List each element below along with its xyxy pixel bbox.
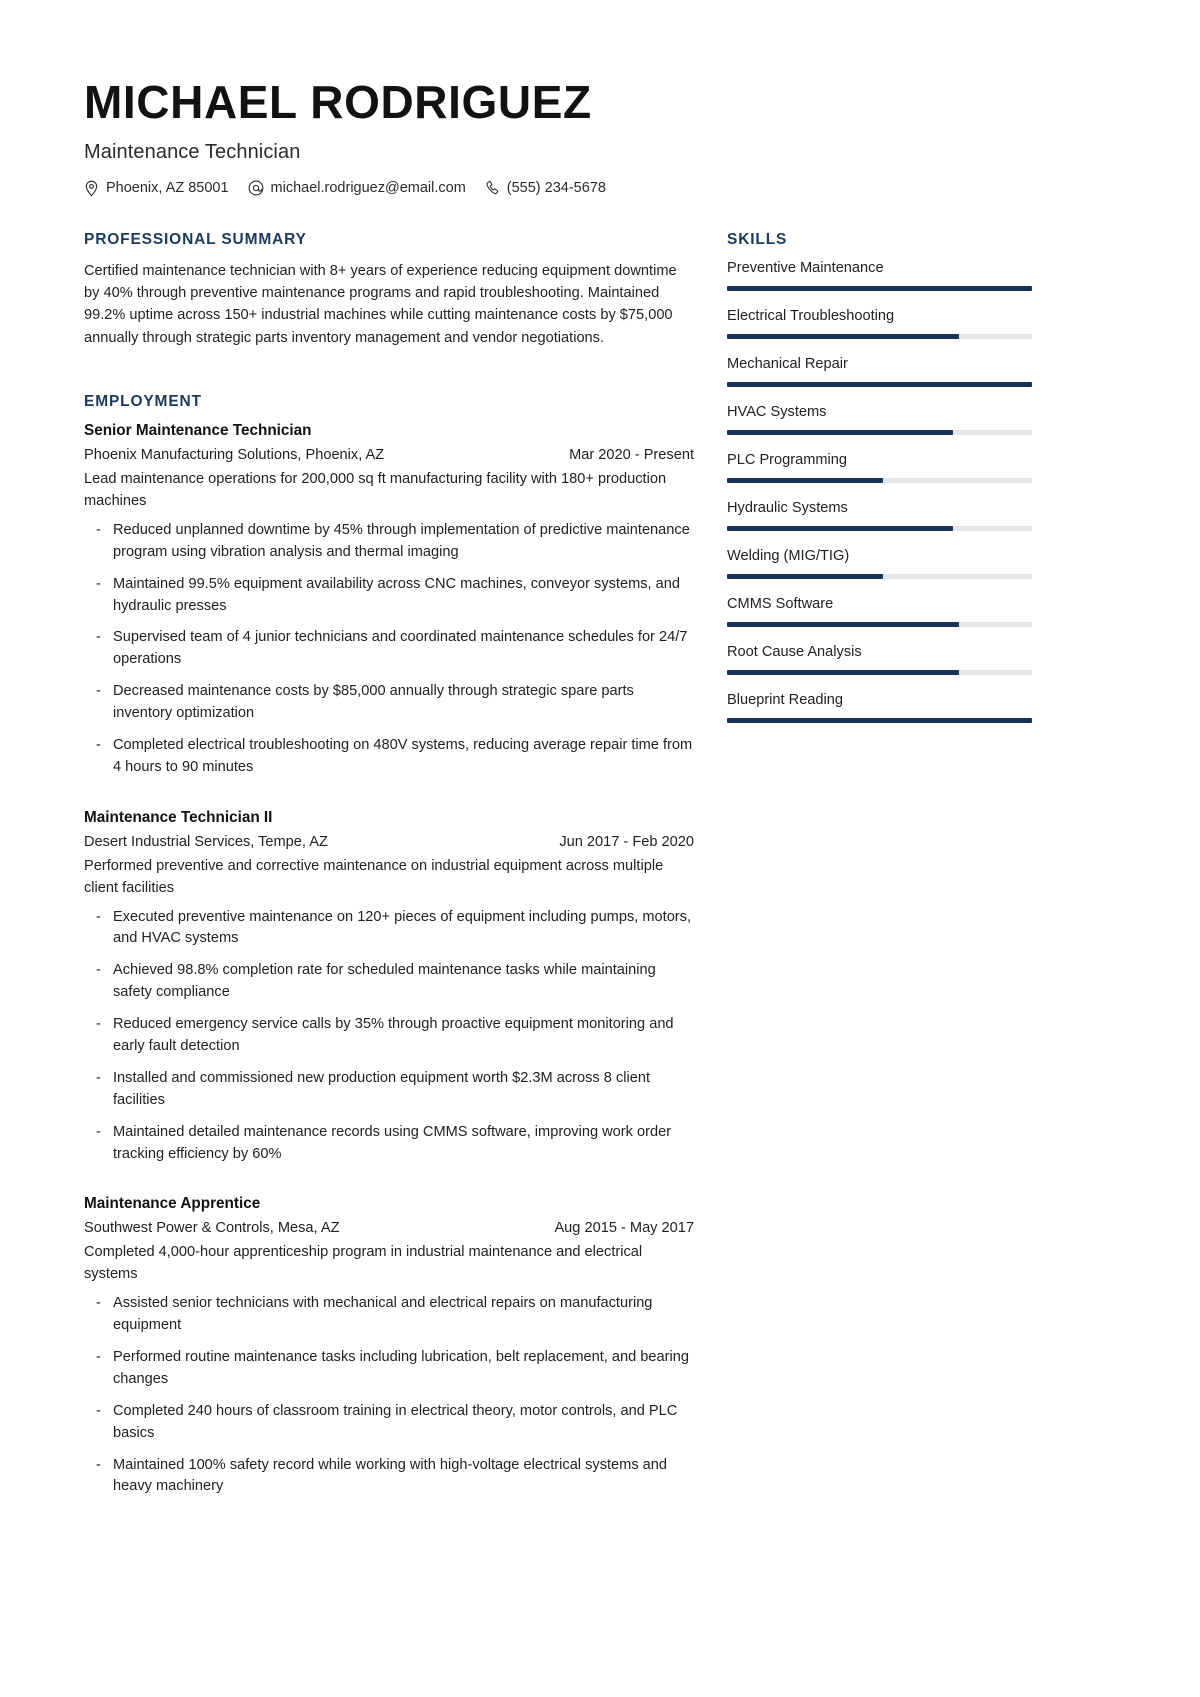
main-column: [84, 231, 694, 1499]
skill-bar-fill: [727, 526, 953, 531]
job-dates: Mar 2020 - Present: [569, 447, 694, 464]
summary-section-title: PROFESSIONAL SUMMARY: [84, 230, 307, 248]
skill-item: [727, 260, 1032, 291]
resume-header: [84, 78, 1116, 197]
skill-name: CMMS Software: [727, 595, 834, 612]
skill-bar-fill: [727, 334, 959, 339]
summary-text: Certified maintenance technician with 8+ years of experience reducing equipment downtime by 40% through preventive maintenance programs and rapid troubleshooting. Maintained 99.2% uptime across 150+ industrial machines while cutting maintenance costs by $75,000 annually through strategic parts inventory management and vendor negotiations.: [84, 262, 677, 346]
job-bullet: - Completed electrical troubleshooting on 480V systems, reducing average repair time from 4 hours to 90 minutes: [84, 735, 694, 779]
skill-bar-track: [727, 622, 1032, 627]
job-role: Maintenance Apprentice: [84, 1195, 261, 1213]
job-company: Phoenix Manufacturing Solutions, Phoenix, AZ: [84, 447, 385, 464]
section-skills: [727, 231, 1032, 723]
job-company: Southwest Power & Controls, Mesa, AZ: [84, 1220, 340, 1237]
skill-bar-track: [727, 430, 1032, 435]
job-company: Desert Industrial Services, Tempe, AZ: [84, 833, 328, 850]
job-bullet: - Assisted senior technicians with mechanical and electrical repairs on manufacturing equipment: [84, 1293, 694, 1337]
job-bullet: - Executed preventive maintenance on 120+ pieces of equipment including pumps, motors, and HVAC systems: [84, 907, 694, 951]
skill-name: HVAC Systems: [727, 403, 827, 420]
job-bullet: - Maintained 99.5% equipment availability across CNC machines, conveyor systems, and hydraulic presses: [84, 574, 694, 618]
candidate-job-title: Maintenance Technician: [84, 140, 301, 163]
employment-entry: [84, 809, 694, 1166]
job-bullet: - Reduced emergency service calls by 35% through proactive equipment monitoring and early fault detection: [84, 1014, 694, 1058]
employment-entry: [84, 1195, 694, 1498]
contact-phone-text: (555) 234-5678: [506, 180, 606, 197]
job-description: Performed preventive and corrective maintenance on industrial equipment across multiple client facilities: [84, 857, 664, 896]
skill-bar-fill: [727, 478, 883, 483]
location-pin-icon: [84, 180, 99, 197]
job-bullet: - Reduced unplanned downtime by 45% through implementation of predictive maintenance program using vibration analysis and thermal imaging: [84, 520, 694, 564]
job-bullet-list: [84, 520, 694, 779]
skill-name: PLC Programming: [727, 451, 848, 468]
skill-item: [727, 500, 1032, 531]
skill-bar-fill: [727, 286, 1032, 291]
employment-entry: [84, 422, 694, 779]
candidate-name: MICHAEL RODRIGUEZ: [84, 76, 592, 128]
skill-item: [727, 308, 1032, 339]
skill-bar-track: [727, 382, 1032, 387]
skill-bar-track: [727, 334, 1032, 339]
employment-section-title: EMPLOYMENT: [84, 393, 202, 411]
contact-location: [84, 180, 229, 197]
email-at-icon: [248, 180, 264, 196]
contact-row: [84, 180, 1116, 197]
contact-location-text: Phoenix, AZ 85001: [106, 180, 229, 197]
job-bullet: - Decreased maintenance costs by $85,000 annually through strategic spare parts inventory optimization: [84, 681, 694, 725]
job-dates: Aug 2015 - May 2017: [554, 1220, 694, 1237]
job-description: Lead maintenance operations for 200,000 sq ft manufacturing facility with 180+ production machines: [84, 471, 667, 509]
skill-item: [727, 596, 1032, 627]
skill-item: [727, 356, 1032, 387]
resume-body: [84, 231, 1116, 1499]
job-meta: [84, 447, 694, 463]
skill-bar-fill: [727, 574, 883, 579]
skill-item: [727, 404, 1032, 435]
skill-name: Welding (MIG/TIG): [727, 547, 850, 564]
job-bullet-list: [84, 1293, 694, 1498]
skill-bar-fill: [727, 382, 1032, 387]
job-bullet: - Maintained detailed maintenance records using CMMS software, improving work order tracking efficiency by 60%: [84, 1122, 694, 1166]
contact-email-text: michael.rodriguez@email.com: [270, 180, 466, 197]
skill-name: Mechanical Repair: [727, 355, 848, 372]
skill-item: [727, 452, 1032, 483]
job-bullet: - Completed 240 hours of classroom training in electrical theory, motor controls, and PLC basics: [84, 1401, 694, 1445]
job-bullet: - Installed and commissioned new production equipment worth $2.3M across 8 client facilities: [84, 1068, 694, 1112]
skill-name: Preventive Maintenance: [727, 259, 884, 276]
skill-bar-fill: [727, 670, 959, 675]
job-bullet: - Supervised team of 4 junior technicians and coordinated maintenance schedules for 24/7 operations: [84, 627, 694, 671]
job-bullet: - Performed routine maintenance tasks including lubrication, belt replacement, and bearing changes: [84, 1347, 694, 1391]
skill-item: [727, 692, 1032, 723]
job-role: Maintenance Technician II: [84, 808, 273, 826]
skill-bar-track: [727, 670, 1032, 675]
contact-email: [248, 180, 466, 196]
skill-bar-track: [727, 526, 1032, 531]
skills-list: [727, 260, 1032, 723]
contact-phone: [485, 180, 606, 196]
job-bullet: - Maintained 100% safety record while working with high-voltage electrical systems and heavy machinery: [84, 1455, 694, 1499]
job-bullet-list: [84, 907, 694, 1166]
skill-bar-track: [727, 574, 1032, 579]
skill-bar-track: [727, 286, 1032, 291]
phone-icon: [485, 180, 500, 196]
skill-bar-track: [727, 718, 1032, 723]
skill-bar-fill: [727, 718, 1032, 723]
skill-bar-fill: [727, 430, 953, 435]
skills-column: [727, 231, 1032, 740]
job-role: Senior Maintenance Technician: [84, 422, 312, 440]
job-meta: [84, 834, 694, 850]
section-employment: [84, 393, 694, 1498]
job-bullet: - Achieved 98.8% completion rate for scheduled maintenance tasks while maintaining safety compliance: [84, 960, 694, 1004]
skill-name: Hydraulic Systems: [727, 499, 848, 516]
skills-section-title: SKILLS: [727, 230, 788, 248]
skill-name: Blueprint Reading: [727, 691, 844, 708]
skill-item: [727, 548, 1032, 579]
section-professional-summary: [84, 231, 694, 349]
skill-bar-track: [727, 478, 1032, 483]
job-dates: Jun 2017 - Feb 2020: [559, 833, 694, 850]
job-meta: [84, 1220, 694, 1236]
skill-bar-fill: [727, 622, 959, 627]
skill-item: [727, 644, 1032, 675]
skill-name: Electrical Troubleshooting: [727, 307, 895, 324]
job-description: Completed 4,000-hour apprenticeship program in industrial maintenance and electrical systems: [84, 1244, 643, 1283]
skill-name: Root Cause Analysis: [727, 643, 862, 660]
